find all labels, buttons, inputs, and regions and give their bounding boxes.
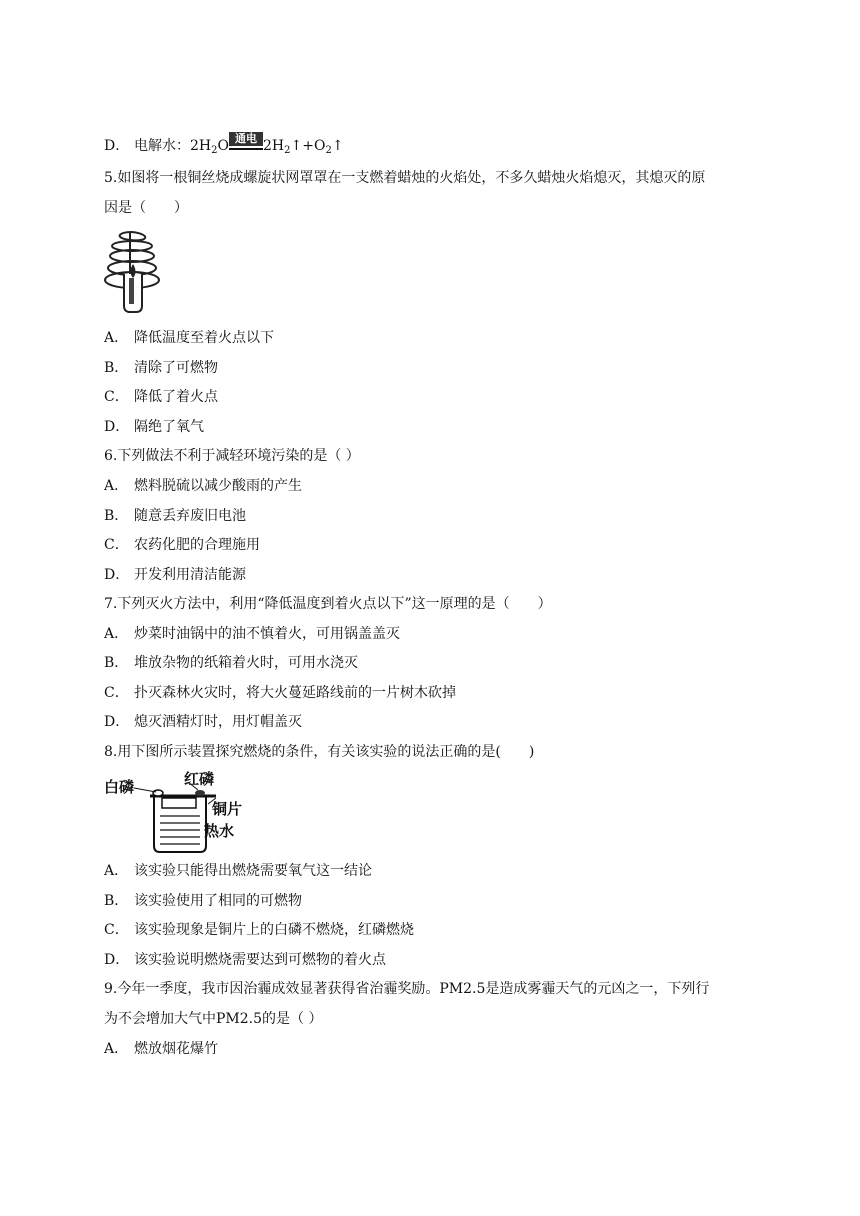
option-letter: B． xyxy=(104,893,129,909)
option-letter: D． xyxy=(104,138,130,154)
option-text: 开发利用清洁能源 xyxy=(134,567,246,583)
equation-part: 2H xyxy=(262,138,285,154)
q8-option-b xyxy=(104,891,302,911)
option-text: 堆放杂物的纸箱着火时，可用水浇灭 xyxy=(134,655,358,671)
q5-option-d xyxy=(104,417,204,437)
q4-option-d xyxy=(104,134,344,161)
option-text: 该实验现象是铜片上的白磷不燃烧，红磷燃烧 xyxy=(134,922,414,938)
q6-option-b xyxy=(104,506,246,526)
q5-stem-line1: 5.如图将一根铜丝烧成螺旋状网罩罩在一支燃着蜡烛的火焰处，不多久蜡烛火焰熄灭，其熄灭的原 xyxy=(104,170,706,186)
option-text: 隔绝了氧气 xyxy=(134,419,204,435)
option-text: 降低温度至着火点以下 xyxy=(134,330,274,346)
option-letter: D． xyxy=(104,419,130,435)
label-white-phosphorus: 白磷 xyxy=(104,778,135,796)
option-text: 该实验说明燃烧需要达到可燃物的着火点 xyxy=(134,952,386,968)
subscript: 2 xyxy=(211,145,218,156)
option-text: 清除了可燃物 xyxy=(134,360,218,376)
equation-part: O xyxy=(217,138,229,154)
option-letter: A． xyxy=(104,1041,129,1057)
subscript: 2 xyxy=(325,145,332,156)
q8-stem: 8.用下图所示装置探究燃烧的条件，有关该实验的说法正确的是( ) xyxy=(104,744,535,760)
option-letter: B． xyxy=(104,508,129,524)
option-letter: A． xyxy=(104,626,129,642)
q5-option-c xyxy=(104,387,218,407)
option-letter: C． xyxy=(104,922,129,938)
equation-part: ↑+O xyxy=(290,138,326,154)
option-letter: D． xyxy=(104,567,130,583)
option-letter: B． xyxy=(104,655,129,671)
option-text: 随意丢弃废旧电池 xyxy=(134,508,246,524)
q7-option-d xyxy=(104,712,302,732)
option-text: 农药化肥的合理施用 xyxy=(134,537,260,553)
q5-option-a xyxy=(104,328,274,348)
subscript: 2 xyxy=(284,145,291,156)
option-text: 扑灭森林火灾时，将大火蔓延路线前的一片树木砍掉 xyxy=(134,685,456,701)
option-letter: D． xyxy=(104,714,130,730)
q5-option-b xyxy=(104,358,218,378)
q7-option-c xyxy=(104,683,456,703)
option-letter: A． xyxy=(104,330,129,346)
q9-stem-line1: 9.今年一季度，我市因治霾成效显著获得省治霾奖励。PM2.5是造成雾霾天气的元凶之一，下列行 xyxy=(104,981,710,997)
q6-stem: 6.下列做法不利于减轻环境污染的是（ ） xyxy=(104,448,360,464)
option-letter: C． xyxy=(104,685,129,701)
q9-option-a xyxy=(104,1039,218,1059)
q6-option-a xyxy=(104,476,302,496)
q7-option-b xyxy=(104,653,358,673)
option-text: 该实验只能得出燃烧需要氧气这一结论 xyxy=(134,863,372,879)
condition-label: 通电 xyxy=(229,132,263,146)
q8-option-c xyxy=(104,920,414,940)
option-text: 燃放烟花爆竹 xyxy=(134,1041,218,1057)
q9-stem-line2: 为不会增加大气中PM2.5的是（ ） xyxy=(104,1011,323,1027)
option-text: 该实验使用了相同的可燃物 xyxy=(134,893,302,909)
option-letter: A． xyxy=(104,478,129,494)
option-letter: B． xyxy=(104,360,129,376)
option-text: 炒菜时油锅中的油不慎着火，可用锅盖盖灭 xyxy=(134,626,400,642)
equation-prefix: 电解水：2H xyxy=(134,138,212,154)
reaction-condition xyxy=(229,134,263,154)
option-letter: D． xyxy=(104,952,130,968)
option-text: 燃料脱硫以减少酸雨的产生 xyxy=(134,478,302,494)
q8-option-a xyxy=(104,861,372,881)
q7-option-a xyxy=(104,624,400,644)
combustion-apparatus-figure xyxy=(104,768,264,858)
option-text: 熄灭酒精灯时，用灯帽盖灭 xyxy=(134,714,302,730)
option-letter: C． xyxy=(104,389,129,405)
label-red-phosphorus: 红磷 xyxy=(184,770,215,788)
q8-option-d xyxy=(104,950,386,970)
condition-arrow xyxy=(229,148,263,150)
candle-coil-figure xyxy=(100,228,168,318)
q6-option-c xyxy=(104,535,260,555)
q7-stem: 7.下列灭火方法中，利用“降低温度到着火点以下”这一原理的是（ ） xyxy=(104,596,552,612)
label-copper-sheet: 铜片 xyxy=(212,800,243,818)
option-letter: A． xyxy=(104,863,129,879)
q5-stem-line2: 因是（ ） xyxy=(104,200,188,216)
option-letter: C． xyxy=(104,537,129,553)
q6-option-d xyxy=(104,565,246,585)
equation-part: ↑ xyxy=(331,138,344,154)
label-hot-water: 热水 xyxy=(204,822,235,840)
option-text: 降低了着火点 xyxy=(134,389,218,405)
